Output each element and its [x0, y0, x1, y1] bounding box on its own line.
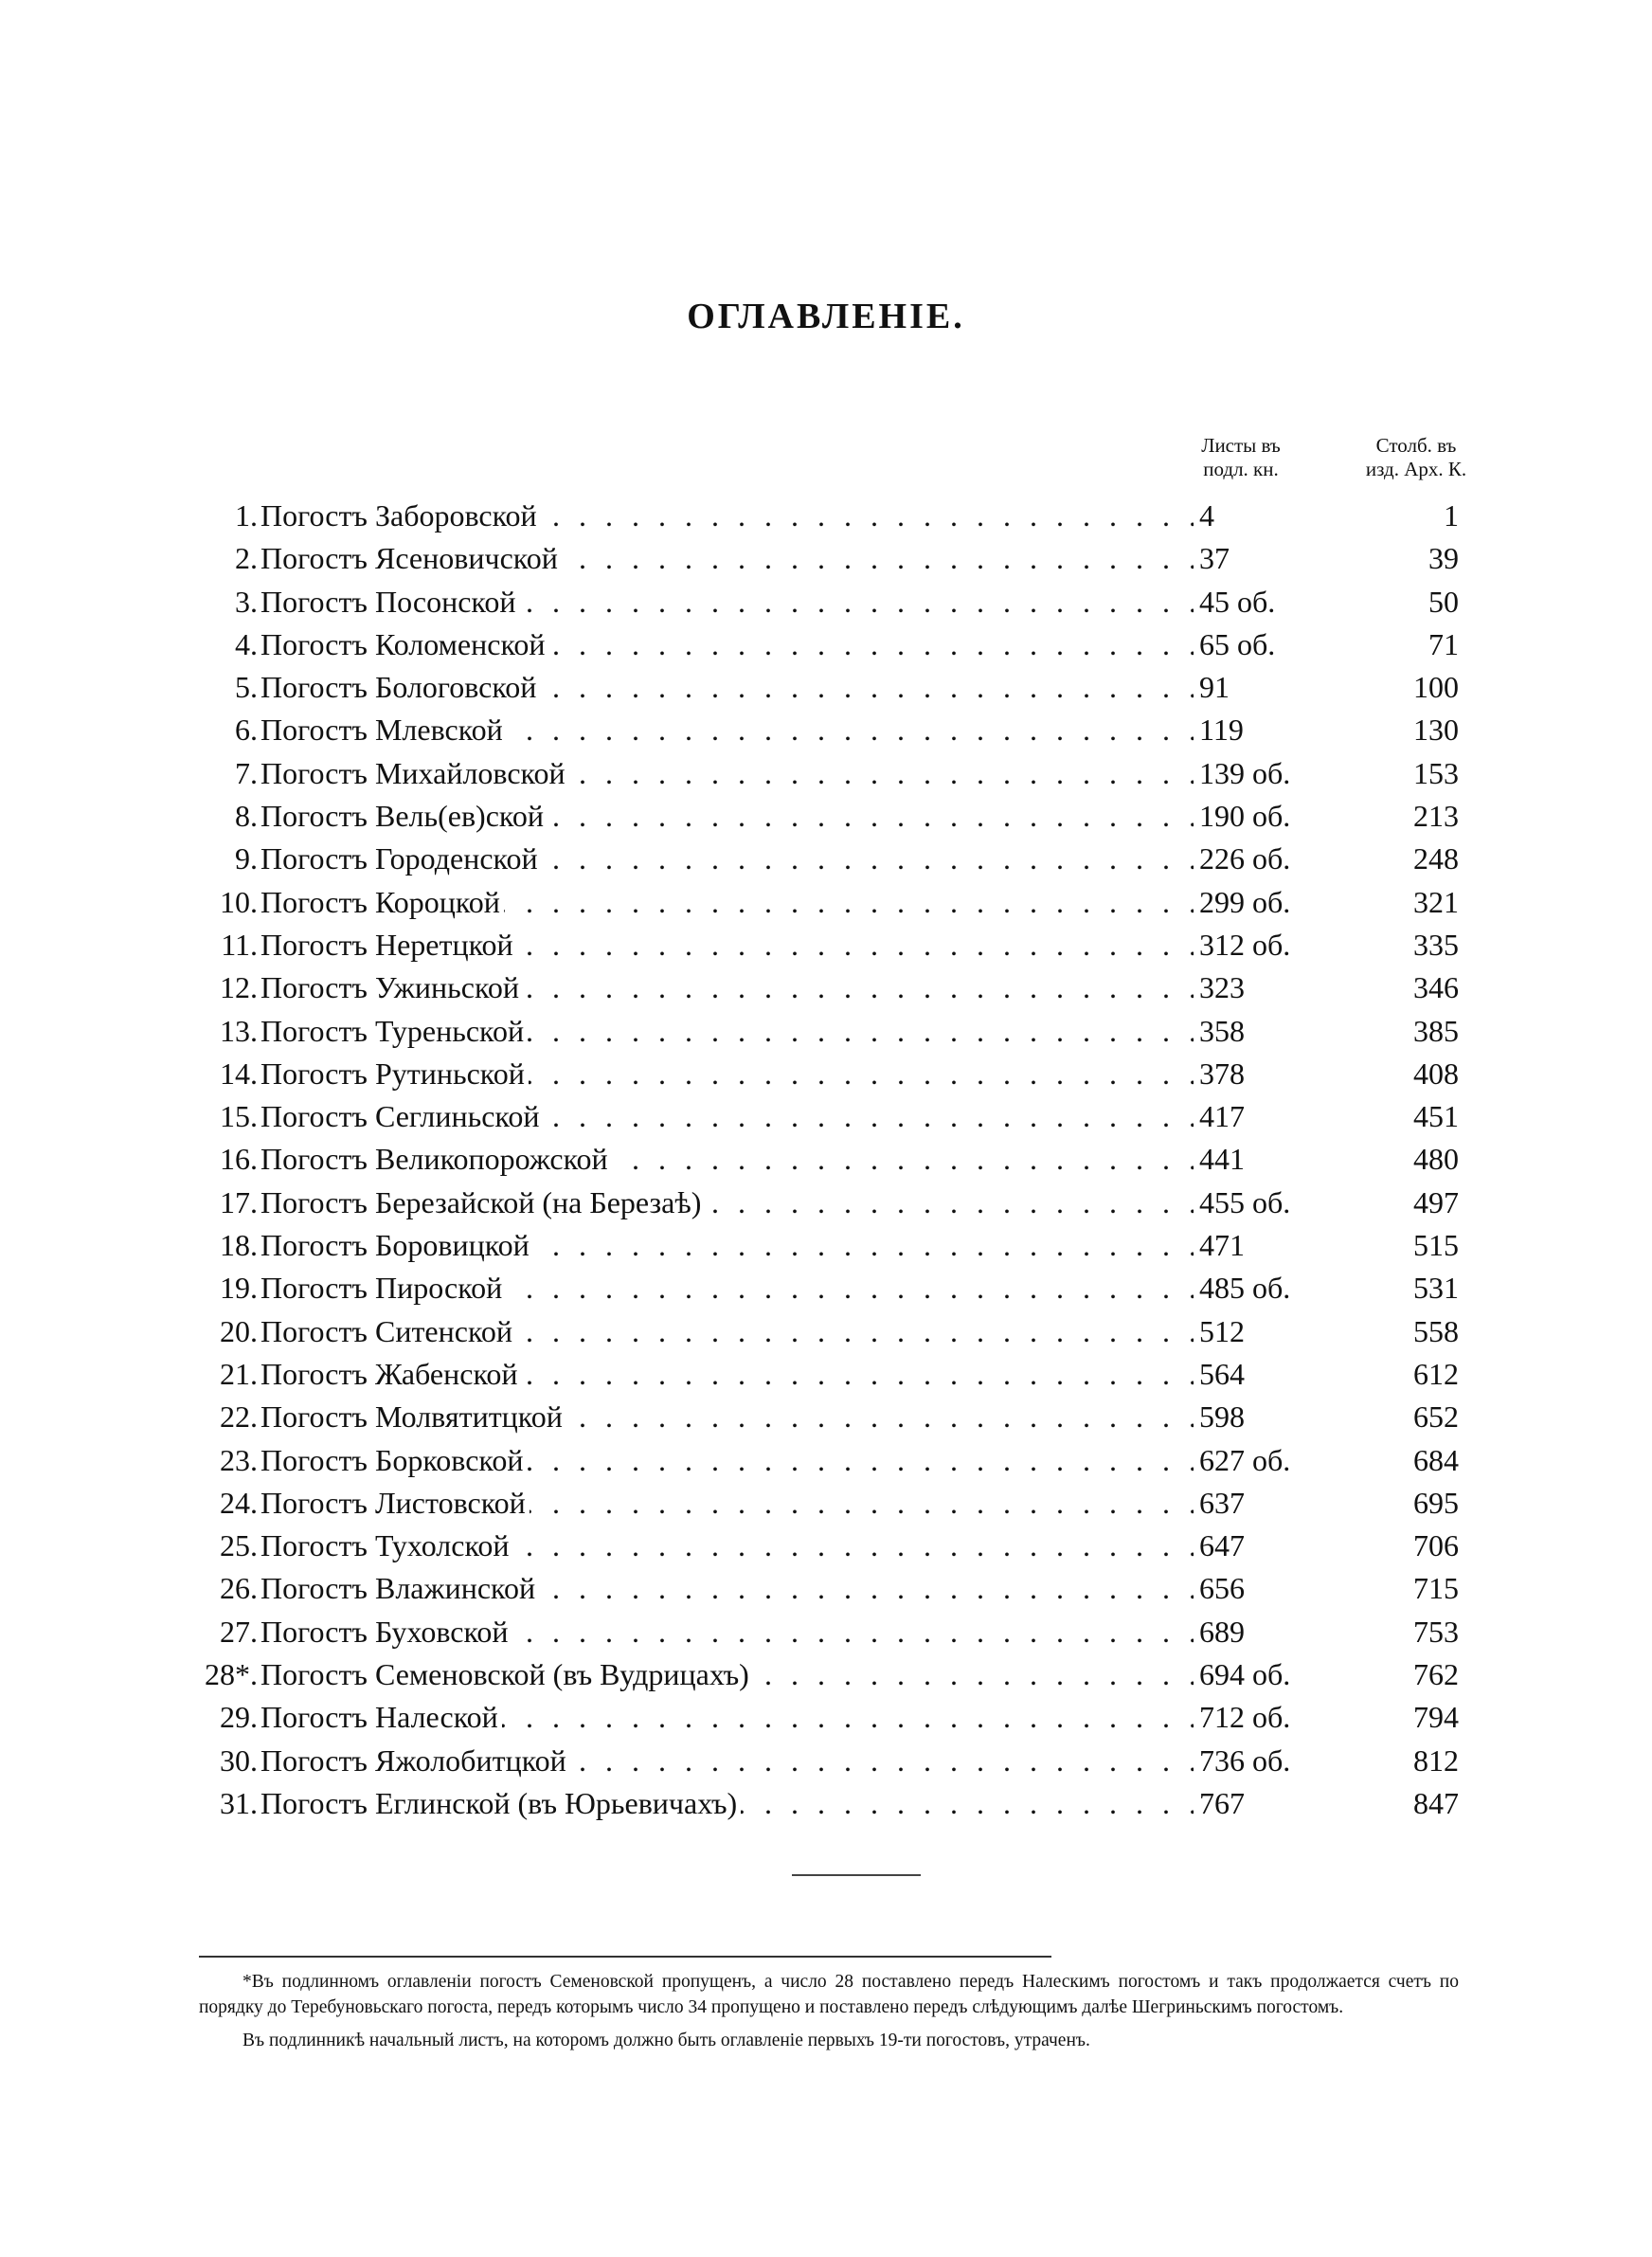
toc-row: [189, 1696, 1459, 1739]
toc-column: 130: [1374, 709, 1459, 751]
toc-number: 15.: [220, 1099, 258, 1134]
column-header-columns-line1: Столб. въ: [1375, 434, 1457, 457]
toc-number: 11.: [221, 927, 258, 962]
toc-column: 346: [1374, 966, 1459, 1009]
toc-leaf: 656: [1194, 1567, 1389, 1610]
column-header-columns: [1340, 434, 1492, 481]
toc-leaf: 471: [1194, 1224, 1389, 1267]
toc-number: 20.: [220, 1313, 258, 1348]
toc-row: [189, 1782, 1459, 1825]
toc-column: 451: [1374, 1095, 1459, 1138]
toc-number: 2.: [235, 541, 258, 576]
footnote-2: Въ подлинникѣ начальный листъ, на которомъ должно быть оглавленіе первыхъ 19-ти погостовъ, утраченъ.: [242, 2031, 1090, 2050]
toc-title: Погостъ Тухолской: [260, 1528, 513, 1562]
toc-leaf: 767: [1194, 1782, 1389, 1825]
toc-row: [189, 1653, 1459, 1696]
toc-number: 28*.: [205, 1657, 258, 1692]
toc-title: Погостъ Вель(ев)ской: [260, 799, 548, 833]
toc-title: Погостъ Ужиньской: [260, 970, 523, 1004]
toc-column: 153: [1374, 752, 1459, 795]
toc-column: 39: [1374, 537, 1459, 580]
column-header-leaves: [1175, 434, 1307, 481]
toc-title: Погостъ Ситенской: [260, 1314, 516, 1348]
toc-row: [189, 623, 1459, 666]
toc-number: 18.: [220, 1228, 258, 1263]
toc-column: 847: [1374, 1782, 1459, 1825]
toc-row: [189, 1353, 1459, 1396]
toc-title: Погостъ Михайловской: [260, 756, 569, 790]
toc-leaf: 37: [1194, 537, 1389, 580]
toc-number: 14.: [220, 1056, 258, 1091]
toc-leaf: 417: [1194, 1095, 1389, 1138]
toc-title: Погостъ Заборовской: [260, 498, 541, 533]
toc-number: 3.: [235, 584, 258, 619]
toc-leaf: 139 об.: [1194, 752, 1389, 795]
toc-column: 715: [1374, 1567, 1459, 1610]
toc-title: Погостъ Молвятитцкой: [260, 1399, 566, 1434]
section-divider: [792, 1874, 921, 1876]
toc-row: [189, 1010, 1459, 1053]
toc-leaf: 91: [1194, 666, 1389, 709]
toc-title: Погостъ Великопорожской: [260, 1142, 612, 1176]
toc-row: [189, 1439, 1459, 1482]
toc-leaf: 694 об.: [1194, 1653, 1389, 1696]
toc-title: Погостъ Влажинской: [260, 1571, 539, 1605]
toc-row: [189, 795, 1459, 838]
toc-leaf: 736 об.: [1194, 1740, 1389, 1782]
toc-column: 612: [1374, 1353, 1459, 1396]
toc-leaf: 564: [1194, 1353, 1389, 1396]
toc-leaf: 441: [1194, 1138, 1389, 1181]
toc-number: 30.: [220, 1742, 258, 1778]
toc-leaf: 65 об.: [1194, 623, 1389, 666]
toc-title: Погостъ Бологовской: [260, 670, 540, 704]
toc-column: 248: [1374, 838, 1459, 880]
toc-row: [189, 666, 1459, 709]
toc-row: [189, 1525, 1459, 1567]
toc-column: 794: [1374, 1696, 1459, 1739]
toc-title: Погостъ Буховской: [260, 1615, 512, 1649]
toc-row: [189, 495, 1459, 537]
toc-column: 812: [1374, 1740, 1459, 1782]
toc-number: 29.: [220, 1700, 258, 1735]
toc-row: [189, 1095, 1459, 1138]
toc-leaf: 312 об.: [1194, 924, 1389, 966]
toc-number: 16.: [220, 1142, 258, 1177]
toc-number: 8.: [235, 799, 258, 834]
toc-row: [189, 1482, 1459, 1525]
toc-column: 558: [1374, 1310, 1459, 1353]
toc-row: [189, 752, 1459, 795]
toc-title: Погостъ Сеглиньской: [260, 1099, 543, 1133]
toc-number: 4.: [235, 626, 258, 661]
toc-title: Погостъ Млевской: [260, 713, 507, 747]
footnote-rule: [199, 1956, 1051, 1958]
toc-leaf: 455 об.: [1194, 1182, 1389, 1224]
toc-leaf: 323: [1194, 966, 1389, 1009]
toc-number: 17.: [220, 1184, 258, 1219]
toc-number: 10.: [220, 884, 258, 919]
toc-title: Погостъ Березайской (на Березаѣ): [260, 1185, 705, 1219]
toc-column: 321: [1374, 881, 1459, 924]
toc-row: [189, 1267, 1459, 1309]
toc-column: 100: [1374, 666, 1459, 709]
toc-number: 25.: [220, 1528, 258, 1563]
toc-column: 1: [1374, 495, 1459, 537]
toc-leaf: 627 об.: [1194, 1439, 1389, 1482]
toc-title: Погостъ Короцкой: [260, 885, 504, 919]
toc-number: 19.: [220, 1271, 258, 1306]
toc-number: 26.: [220, 1571, 258, 1606]
toc-number: 21.: [220, 1356, 258, 1391]
toc-leaf: 512: [1194, 1310, 1389, 1353]
toc-row: [189, 1138, 1459, 1181]
toc-row: [189, 1053, 1459, 1095]
footnote-1: *Въ подлинномъ оглавленіи погостъ Семеновской пропущенъ, а число 28 поставлено передъ Налескимъ погостомъ и такъ продолжается счетъ по порядку до Теребуновьскаго погоста, передъ которымъ число 34 пропущено и поставлено передъ слѣдующимъ далѣе Шегриньскимъ погостомъ.: [199, 1972, 1459, 2017]
footnotes: [199, 1969, 1459, 2053]
toc-column: 652: [1374, 1396, 1459, 1438]
toc-row: [189, 881, 1459, 924]
toc-leaf: 45 об.: [1194, 581, 1389, 623]
toc-row: [189, 581, 1459, 623]
toc-column: 706: [1374, 1525, 1459, 1567]
toc-leaf: 647: [1194, 1525, 1389, 1567]
toc-leaf: 637: [1194, 1482, 1389, 1525]
toc-column: 480: [1374, 1138, 1459, 1181]
toc-number: 23.: [220, 1442, 258, 1477]
toc-title: Погостъ Семеновской (въ Вудрицахъ): [260, 1657, 753, 1691]
toc-title: Погостъ Городенской: [260, 841, 542, 876]
toc-row: [189, 924, 1459, 966]
page-title: ОГЛАВЛЕНІЕ.: [687, 297, 965, 336]
toc-leaf: 119: [1194, 709, 1389, 751]
toc-leaf: 712 об.: [1194, 1696, 1389, 1739]
toc-column: 385: [1374, 1010, 1459, 1053]
toc-column: 408: [1374, 1053, 1459, 1095]
toc-number: 12.: [220, 970, 258, 1005]
toc-row: [189, 537, 1459, 580]
toc-number: 22.: [220, 1399, 258, 1435]
toc-leaf: 190 об.: [1194, 795, 1389, 838]
toc-title: Погостъ Боровицкой: [260, 1228, 533, 1262]
toc-leaf: 485 об.: [1194, 1267, 1389, 1309]
toc-title: Погостъ Пироской: [260, 1271, 506, 1305]
toc-title: Погостъ Коломенской: [260, 627, 548, 661]
toc-leaf: 689: [1194, 1611, 1389, 1653]
toc-title: Погостъ Еглинской (въ Юрьевичахъ): [260, 1786, 741, 1820]
toc-leaf: 358: [1194, 1010, 1389, 1053]
toc-number: 6.: [235, 713, 258, 748]
toc-column: 335: [1374, 924, 1459, 966]
toc-number: 7.: [235, 755, 258, 790]
toc-title: Погостъ Жабенской: [260, 1357, 521, 1391]
toc-title: Погостъ Неретцкой: [260, 928, 517, 962]
column-header-leaves-line1: Листы въ: [1201, 434, 1281, 457]
toc-title: Погостъ Туреньской: [260, 1014, 528, 1048]
toc-number: 1.: [235, 498, 258, 533]
toc-column: 515: [1374, 1224, 1459, 1267]
toc-row: [189, 1740, 1459, 1782]
toc-column: 753: [1374, 1611, 1459, 1653]
toc-column: 695: [1374, 1482, 1459, 1525]
toc-row: [189, 1182, 1459, 1224]
toc-column: 71: [1374, 623, 1459, 666]
column-header-leaves-line2: подл. кн.: [1203, 458, 1279, 480]
toc-title: Погостъ Ясеновичской: [260, 541, 562, 575]
toc-column: 684: [1374, 1439, 1459, 1482]
table-of-contents: [189, 495, 1459, 1825]
toc-number: 24.: [220, 1485, 258, 1520]
toc-title: Погостъ Налеской: [260, 1700, 502, 1734]
toc-number: 9.: [235, 841, 258, 876]
toc-row: [189, 709, 1459, 751]
toc-title: Погостъ Борковской: [260, 1443, 527, 1477]
toc-row: [189, 838, 1459, 880]
toc-number: 13.: [220, 1013, 258, 1048]
toc-leaf: 226 об.: [1194, 838, 1389, 880]
toc-number: 27.: [220, 1614, 258, 1649]
column-header-columns-line2: изд. Арх. К.: [1365, 458, 1467, 480]
toc-column: 50: [1374, 581, 1459, 623]
toc-row: [189, 966, 1459, 1009]
toc-title: Погостъ Яжолобитцкой: [260, 1743, 570, 1778]
toc-row: [189, 1396, 1459, 1438]
toc-column: 213: [1374, 795, 1459, 838]
toc-row: [189, 1224, 1459, 1267]
toc-title: Погостъ Посонской: [260, 585, 519, 619]
toc-leaf: 598: [1194, 1396, 1389, 1438]
toc-leaf: 4: [1194, 495, 1389, 537]
toc-leaf: 378: [1194, 1053, 1389, 1095]
toc-title: Погостъ Рутиньской: [260, 1056, 529, 1091]
toc-row: [189, 1611, 1459, 1653]
toc-number: 31.: [220, 1785, 258, 1820]
toc-title: Погостъ Листовской: [260, 1486, 530, 1520]
toc-column: 762: [1374, 1653, 1459, 1696]
toc-column: 531: [1374, 1267, 1459, 1309]
toc-leaf: 299 об.: [1194, 881, 1389, 924]
toc-column: 497: [1374, 1182, 1459, 1224]
toc-row: [189, 1310, 1459, 1353]
toc-row: [189, 1567, 1459, 1610]
toc-number: 5.: [235, 670, 258, 705]
